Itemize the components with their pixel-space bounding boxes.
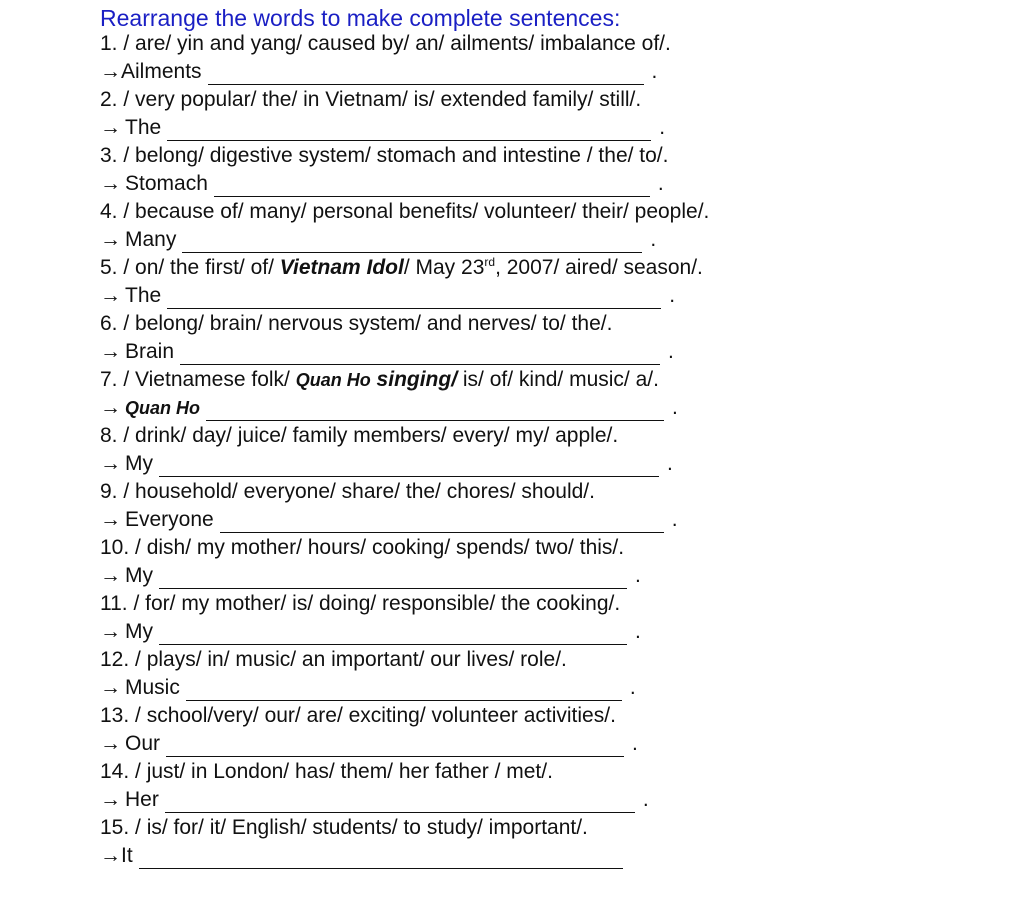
arrow-icon: →	[100, 788, 121, 811]
answer-13	[100, 731, 638, 757]
arrow-icon: →	[100, 172, 121, 195]
quan-ho-term: Quan Ho	[295, 370, 371, 390]
answer-15	[100, 843, 623, 869]
arrow-icon: →	[100, 60, 121, 83]
question-7-part-d: is/ of/ kind/ music/ a/.	[457, 368, 659, 391]
answer-starter: Ailments	[121, 60, 202, 83]
answer-period: .	[659, 116, 666, 139]
answer-period: .	[651, 60, 658, 83]
answer-starter: Everyone	[125, 508, 214, 531]
answer-12	[100, 675, 636, 701]
arrow-icon: →	[100, 396, 121, 419]
arrow-icon: →	[100, 844, 121, 867]
answer-starter: My	[125, 564, 153, 587]
answer-blank[interactable]	[220, 512, 664, 533]
answer-period: .	[642, 788, 649, 811]
worksheet	[100, 0, 1000, 911]
question-5-part-c: / May 23	[403, 256, 485, 279]
answer-11	[100, 619, 641, 645]
answer-blank[interactable]	[165, 792, 635, 813]
question-12: 12. / plays/ in/ music/ an important/ our lives/ role/.	[100, 648, 567, 671]
question-15: 15. / is/ for/ it/ English/ students/ to study/ important/.	[100, 816, 588, 839]
answer-period: .	[635, 620, 641, 643]
answer-14	[100, 787, 649, 813]
ordinal-suffix: rd	[484, 255, 496, 269]
arrow-icon: →	[100, 228, 121, 251]
answer-starter: The	[125, 116, 162, 139]
arrow-icon: →	[100, 564, 121, 587]
question-8: 8. / drink/ day/ juice/ family members/ every/ my/ apple/.	[100, 424, 619, 447]
answer-blank[interactable]	[159, 624, 627, 645]
answer-period: .	[650, 228, 657, 251]
answer-blank[interactable]	[139, 848, 623, 869]
answer-starter: The	[125, 284, 162, 307]
answer-1	[100, 59, 657, 85]
arrow-icon: →	[100, 676, 121, 699]
question-10: 10. / dish/ my mother/ hours/ cooking/ spends/ two/ this/.	[100, 536, 625, 559]
answer-starter: Brain	[125, 340, 175, 363]
answer-starter: It	[121, 844, 133, 867]
question-1: 1. / are/ yin and yang/ caused by/ an/ ailments/ imbalance of/.	[100, 32, 671, 55]
arrow-icon: →	[100, 732, 121, 755]
question-7-part-a: 7. / Vietnamese folk/	[100, 368, 296, 391]
answer-period: .	[632, 732, 638, 755]
answer-2	[100, 115, 665, 141]
answer-period: .	[667, 452, 673, 475]
answer-blank[interactable]	[159, 568, 627, 589]
question-5-part-d: , 2007/ aired/ season/.	[495, 256, 703, 279]
question-9: 9. / household/ everyone/ share/ the/ chores/ should/.	[100, 480, 595, 503]
worksheet-title: Rearrange the words to make complete sentences:	[100, 5, 621, 31]
arrow-icon: →	[100, 284, 121, 307]
answer-period: .	[671, 508, 678, 531]
answer-starter: Quan Ho	[125, 398, 200, 418]
answer-starter: Many	[125, 228, 177, 251]
answer-starter: Her	[125, 788, 159, 811]
answer-blank[interactable]	[166, 736, 624, 757]
answer-blank[interactable]	[186, 680, 622, 701]
arrow-icon: →	[100, 340, 121, 363]
answer-starter: Our	[125, 732, 161, 755]
question-2: 2. / very popular/ the/ in Vietnam/ is/ extended family/ still/.	[100, 88, 642, 111]
singing-term: singing/	[370, 368, 458, 391]
answer-period: .	[657, 172, 664, 195]
show-title: Vietnam Idol	[279, 256, 404, 279]
answer-period: .	[635, 564, 641, 587]
answer-starter: Music	[125, 676, 180, 699]
question-11: 11. / for/ my mother/ is/ doing/ responsible/ the cooking/.	[100, 592, 621, 615]
answer-blank[interactable]	[206, 400, 664, 421]
answer-period: .	[672, 396, 678, 419]
answer-blank[interactable]	[182, 232, 642, 253]
question-5-part-a: 5. / on/ the first/ of/	[100, 256, 280, 279]
answer-starter: Stomach	[125, 172, 208, 195]
answer-blank[interactable]	[159, 456, 659, 477]
answer-blank[interactable]	[167, 288, 661, 309]
answer-period: .	[669, 284, 676, 307]
arrow-icon: →	[100, 620, 121, 643]
question-13: 13. / school/very/ our/ are/ exciting/ volunteer activities/.	[100, 704, 616, 727]
answer-3	[100, 171, 664, 197]
answer-10	[100, 563, 641, 589]
question-4: 4. / because of/ many/ personal benefits/ volunteer/ their/ people/.	[100, 200, 710, 223]
answer-starter: My	[125, 452, 153, 475]
answer-7	[100, 395, 678, 421]
answer-period: .	[629, 676, 636, 699]
arrow-icon: →	[100, 116, 121, 139]
answer-blank[interactable]	[208, 64, 644, 85]
answer-blank[interactable]	[214, 176, 650, 197]
question-7	[100, 367, 659, 393]
answer-5	[100, 283, 675, 309]
answer-period: .	[668, 340, 674, 363]
question-14: 14. / just/ in London/ has/ them/ her father / met/.	[100, 760, 553, 783]
answer-starter: My	[125, 620, 153, 643]
answer-blank[interactable]	[180, 344, 660, 365]
answer-8	[100, 451, 673, 477]
arrow-icon: →	[100, 452, 121, 475]
answer-blank[interactable]	[167, 120, 651, 141]
question-6: 6. / belong/ brain/ nervous system/ and nerves/ to/ the/.	[100, 312, 613, 335]
question-5	[100, 255, 703, 281]
answer-6	[100, 339, 674, 365]
answer-9	[100, 507, 678, 533]
question-3: 3. / belong/ digestive system/ stomach and intestine / the/ to/.	[100, 144, 669, 167]
answer-4	[100, 227, 656, 253]
arrow-icon: →	[100, 508, 121, 531]
